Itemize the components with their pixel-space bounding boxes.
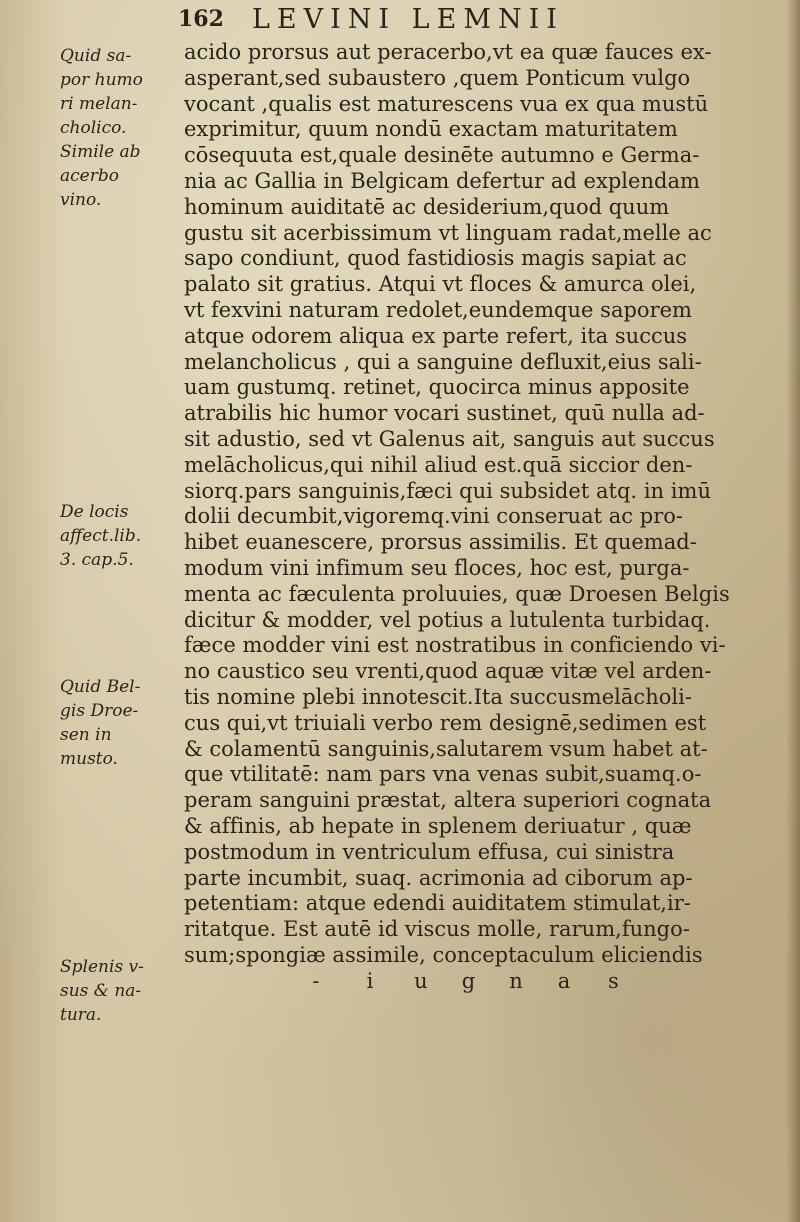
text-line: vocant ,qualis est maturescens vua ex qua mustū — [184, 91, 709, 116]
text-line: cus qui,vt triuiali verbo rem designē,sedimen est — [184, 710, 707, 735]
margin-note-line: sus & na- — [60, 981, 142, 1001]
text-line: modum vini infimum seu floces, hoc est, purga- — [184, 555, 690, 580]
margin-note-line: De locis — [60, 502, 129, 522]
text-line: nia ac Gallia in Belgicam defertur ad explendam — [184, 168, 700, 193]
text-line: vt fexvini naturam redolet,eundemque saporem — [184, 297, 692, 322]
margin-note — [60, 500, 182, 572]
text-line: atque odorem aliqua ex parte refert, ita succus — [184, 323, 688, 348]
text-line: hominum auiditatē ac desiderium,quod quum — [184, 194, 670, 219]
margin-note — [60, 675, 182, 771]
margin-note-line: Quid sa- — [60, 46, 132, 66]
page-header — [0, 4, 800, 38]
text-line: petentiam: atque edendi auiditatem stimulat,ir- — [184, 891, 691, 916]
text-line: tis nomine plebi innotescit.Ita succusmelācholi- — [184, 684, 692, 709]
text-line: gustu sit acerbissimum vt linguam radat,melle ac — [184, 220, 712, 245]
margin-note-line: tura. — [60, 1005, 102, 1025]
text-line: & affinis, ab hepate in splenem deriuatur , quæ — [184, 813, 692, 838]
text-line: cōsequuta est,quale desinēte autumno e Germa- — [184, 143, 700, 168]
text-line: palato sit gratius. Atqui vt floces & amurca olei, — [184, 272, 697, 297]
text-line: menta ac fæculenta proluuies, quæ Droesen Belgis — [184, 581, 730, 606]
text-line: fæce modder vini est nostratibus in conficiendo vi- — [184, 633, 726, 658]
text-line: dolii decumbit,vigoremq.vini conseruat ac pro- — [184, 504, 684, 529]
text-line: asperant,sed subaustero ,quem Ponticum vulgo — [184, 65, 691, 90]
margin-note-line: Splenis v- — [60, 957, 144, 977]
body-text — [184, 40, 794, 994]
margin-note-line: Quid Bel- — [60, 677, 141, 697]
margin-note-line: sen in — [60, 725, 112, 745]
text-line: melancholicus , qui a sanguine defluxit,eius sali- — [184, 349, 702, 374]
text-line: sit adustio, sed vt Galenus ait, sanguis aut succus — [184, 426, 715, 451]
text-line: uam gustumq. retinet, quocirca minus apposite — [184, 375, 690, 400]
text-line: exprimitur, quum nondū exactam maturitatem — [184, 117, 678, 142]
text-line: sapo condiunt, quod fastidiosis magis sapiat ac — [184, 246, 687, 271]
text-line: parte incumbit, suaq. acrimonia ad ciborum ap- — [184, 865, 693, 890]
text-line: ritatque. Est autē id viscus molle, rarum,fungo- — [184, 917, 690, 942]
text-line: que vtilitatē: nam pars vna venas subit,suamq.o- — [184, 762, 702, 787]
text-line: melācholicus,qui nihil aliud est.quā siccior den- — [184, 452, 693, 477]
catchword — [184, 969, 794, 995]
text-line: acido prorsus aut peracerbo,vt ea quæ fauces ex- — [184, 40, 712, 64]
margin-note-line: cholico. — [60, 118, 127, 138]
margin-note — [60, 44, 182, 212]
text-line: no caustico seu vrenti,quod aquæ vitæ vel arden- — [184, 659, 712, 684]
running-head: LEVINI LEMNII — [252, 4, 564, 35]
text-line: peram sanguini præstat, altera superiori cognata — [184, 788, 712, 813]
margin-note-line: gis Droe- — [60, 701, 139, 721]
margin-note-line: musto. — [60, 749, 118, 769]
margin-note-line: por humo — [60, 70, 143, 90]
margin-note-line: 3. cap.5. — [60, 550, 134, 570]
margin-note-line: vino. — [60, 190, 102, 210]
text-line: & colamentū sanguinis,salutarem vsum habet at- — [184, 736, 708, 761]
text-line: hibet euanescere, prorsus assimilis. Et quemad- — [184, 530, 697, 555]
text-line: sum;spongiæ assimile, conceptaculum eliciendis — [184, 942, 703, 967]
margin-note-line: acerbo — [60, 166, 119, 186]
page-number: 162 — [178, 6, 224, 32]
margin-note-line: affect.lib. — [60, 526, 142, 546]
margin-note — [60, 955, 182, 1027]
margin-note-line: Simile ab — [60, 142, 141, 162]
text-line: dicitur & modder, vel potius a lutulenta turbidaq. — [184, 607, 711, 632]
text-line: postmodum in ventriculum effusa, cui sinistra — [184, 839, 675, 864]
text-line: siorq.pars sanguinis,fæci qui subsidet atq. in imū — [184, 478, 712, 503]
margin-note-line: ri melan- — [60, 94, 138, 114]
text-line: atrabilis hic humor vocari sustinet, quū nulla ad- — [184, 401, 705, 426]
